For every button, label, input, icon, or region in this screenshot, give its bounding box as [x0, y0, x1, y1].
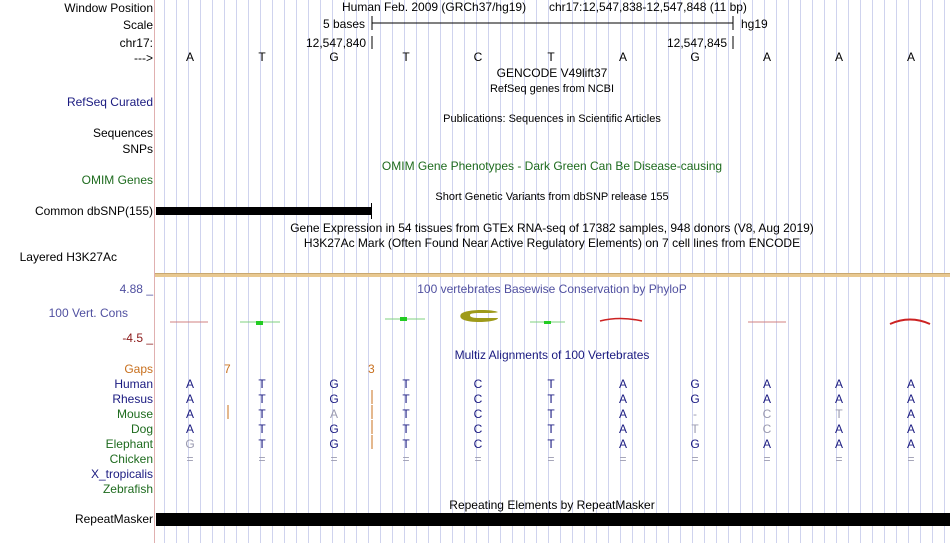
aligned-base: T	[402, 422, 410, 436]
aligned-base: A	[762, 437, 771, 451]
aligned-base: T	[258, 392, 266, 406]
species-label-elephant[interactable]: Elephant	[105, 437, 153, 451]
aligned-base: =	[763, 452, 771, 466]
aligned-base: C	[473, 377, 483, 391]
aligned-base: A	[834, 437, 843, 451]
aligned-base: A	[185, 392, 194, 406]
aligned-base: =	[619, 452, 627, 466]
base-letter: A	[906, 50, 915, 64]
aligned-base: A	[906, 377, 915, 391]
omim-track-title[interactable]: OMIM Gene Phenotypes - Dark Green Can Be Disease-causing	[381, 159, 723, 173]
aligned-base: G	[690, 377, 700, 391]
aligned-base: T	[402, 437, 410, 451]
label-chromosome: chr17:	[119, 36, 153, 50]
label-refseq-curated[interactable]: RefSeq Curated	[66, 95, 153, 109]
base-letter: T	[402, 50, 410, 64]
label-scale: Scale	[122, 18, 153, 32]
aligned-base: A	[906, 407, 915, 421]
aligned-base: T	[547, 377, 555, 391]
aligned-base: T	[547, 392, 555, 406]
aligned-base: =	[402, 452, 410, 466]
base-letter: A	[618, 50, 627, 64]
position-readout: chr17:12,547,838-12,547,848 (11 bp)	[549, 0, 747, 14]
base-letter: G	[690, 50, 700, 64]
label-omim-genes[interactable]: OMIM Genes	[81, 173, 153, 187]
base-letter: A	[834, 50, 843, 64]
aligned-base: A	[618, 422, 627, 436]
aligned-base: A	[762, 377, 771, 391]
aligned-base: G	[329, 422, 339, 436]
species-label-dog[interactable]: Dog	[130, 422, 153, 436]
aligned-base: A	[618, 377, 627, 391]
aligned-base: A	[185, 377, 194, 391]
repeatmasker-feature-bar[interactable]	[156, 513, 950, 526]
aligned-base: T	[258, 407, 266, 421]
aligned-base: A	[618, 407, 627, 421]
species-label-mouse[interactable]: Mouse	[116, 407, 153, 421]
aligned-base: =	[835, 452, 843, 466]
aligned-base: A	[762, 392, 771, 406]
gtex-track-title[interactable]: Gene Expression in 54 tissues from GTEx RNA-seq of 17382 samples, 948 donors (V8, Aug 2019)	[290, 221, 814, 235]
gap-count-2: 3	[368, 362, 375, 376]
aligned-base: =	[258, 452, 266, 466]
species-label-human[interactable]: Human	[114, 377, 153, 391]
aligned-base: T	[547, 422, 555, 436]
h3k27ac-track-title[interactable]: H3K27Ac Mark (Often Found Near Active Regulatory Elements) on 7 cell lines from ENCODE	[303, 236, 801, 250]
scale-db: hg19	[741, 17, 768, 31]
label-strand-arrow[interactable]: --->	[134, 51, 153, 65]
aligned-base: G	[690, 392, 700, 406]
species-label-zebrafish[interactable]: Zebrafish	[102, 482, 153, 496]
aligned-base: =	[474, 452, 482, 466]
aligned-base: T	[258, 437, 266, 451]
aligned-base: A	[834, 392, 843, 406]
aligned-base: C	[473, 422, 483, 436]
base-letter: A	[185, 50, 194, 64]
aligned-base: T	[835, 407, 843, 421]
base-letter: T	[547, 50, 555, 64]
label-window-position: Window Position	[64, 1, 153, 15]
species-label-chicken[interactable]: Chicken	[109, 452, 153, 466]
repeatmasker-track-title[interactable]: Repeating Elements by RepeatMasker	[449, 498, 655, 512]
aligned-base: =	[907, 452, 915, 466]
aligned-base: C	[762, 407, 772, 421]
label-sequences[interactable]: Sequences	[92, 126, 153, 140]
aligned-base: T	[402, 377, 410, 391]
base-letter: A	[762, 50, 771, 64]
aligned-base: T	[691, 422, 699, 436]
aligned-base: =	[691, 452, 699, 466]
aligned-base: A	[618, 437, 627, 451]
base-letter: C	[473, 50, 483, 64]
multiz-track-title[interactable]: Multiz Alignments of 100 Vertebrates	[454, 348, 650, 362]
label-repeatmasker[interactable]: RepeatMasker	[74, 512, 153, 526]
phylop-track-title[interactable]: 100 vertebrates Basewise Conservation by PhyloP	[417, 282, 687, 296]
refseq-track-title[interactable]: RefSeq genes from NCBI	[489, 83, 615, 95]
aligned-base: A	[834, 377, 843, 391]
label-common-dbsnp[interactable]: Common dbSNP(155)	[34, 204, 153, 218]
base-letter: T	[258, 50, 266, 64]
species-label-x_tropicalis[interactable]: X_tropicalis	[90, 467, 153, 481]
aligned-base: C	[473, 407, 483, 421]
label-snps[interactable]: SNPs	[122, 142, 153, 156]
aligned-base: G	[329, 392, 339, 406]
coordinate-label-2: 12,547,845	[667, 36, 728, 50]
label-cons-min: -4.5 _	[122, 331, 153, 345]
gencode-track-title[interactable]: GENCODE V49lift37	[496, 66, 608, 80]
label-gaps: Gaps	[124, 362, 153, 376]
aligned-base: T	[258, 422, 266, 436]
coordinate-label-1: 12,547,840	[306, 36, 367, 50]
aligned-base: G	[690, 437, 700, 451]
aligned-base: T	[547, 437, 555, 451]
aligned-base: =	[547, 452, 555, 466]
aligned-base: G	[329, 377, 339, 391]
dbsnp-track-title[interactable]: Short Genetic Variants from dbSNP release 155	[435, 191, 669, 203]
aligned-base: A	[185, 407, 194, 421]
aligned-base: T	[258, 377, 266, 391]
publications-track-title[interactable]: Publications: Sequences in Scientific Articles	[443, 113, 661, 125]
aligned-base: A	[329, 407, 338, 421]
label-layered-h3k27ac[interactable]: Layered H3K27Ac	[19, 250, 117, 264]
aligned-base: C	[473, 437, 483, 451]
aligned-base: A	[185, 422, 194, 436]
aligned-base: G	[329, 437, 339, 451]
species-label-rhesus[interactable]: Rhesus	[112, 392, 153, 406]
aligned-base: =	[186, 452, 194, 466]
scale-text: 5 bases	[323, 17, 366, 31]
aligned-base: T	[402, 392, 410, 406]
aligned-base: T	[547, 407, 555, 421]
label-100-vert-cons[interactable]: 100 Vert. Cons	[48, 306, 128, 320]
label-cons-max: 4.88 _	[119, 282, 153, 296]
base-letter: G	[329, 50, 339, 64]
aligned-base: =	[330, 452, 338, 466]
aligned-base: -	[693, 407, 697, 421]
aligned-base: A	[906, 422, 915, 436]
aligned-base: C	[762, 422, 772, 436]
aligned-base: A	[834, 422, 843, 436]
aligned-base: A	[906, 437, 915, 451]
aligned-base: T	[402, 407, 410, 421]
aligned-base: A	[618, 392, 627, 406]
aligned-base: A	[906, 392, 915, 406]
assembly-title: Human Feb. 2009 (GRCh37/hg19)	[342, 0, 527, 14]
aligned-base: G	[185, 437, 195, 451]
aligned-base: C	[473, 392, 483, 406]
gap-count-1: 7	[224, 362, 231, 376]
